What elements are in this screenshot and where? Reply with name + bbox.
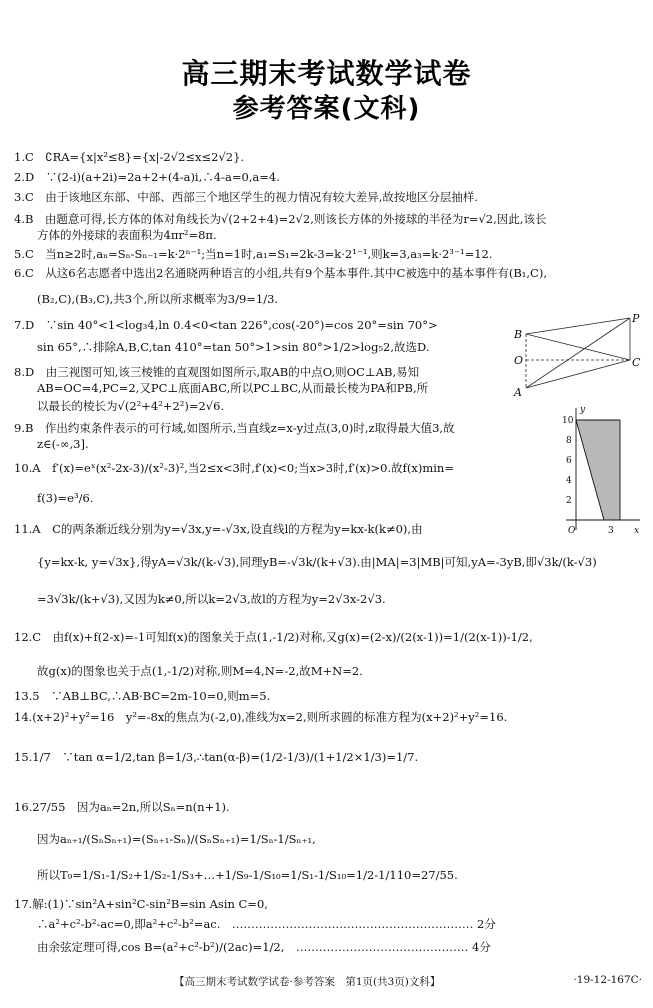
answer-line: 5.C 当n≥2时,aₙ=Sₙ-Sₙ₋₁=k·2ⁿ⁻¹;当n=1时,a₁=S₁=2k-3=k·2¹⁻¹,则k=3,a₃=k·2³⁻¹=12.: [14, 247, 493, 261]
answer-line: AB=OC=4,PC=2,又PC⊥底面ABC,所以PC⊥BC,从而最长棱为PA和PB,所: [14, 381, 429, 395]
answer-line: 14.(x+2)²+y²=16 y²=-8x的焦点为(-2,0),准线为x=2,则所求圆的标准方程为(x+2)²+y²=16.: [14, 710, 508, 724]
tick-10: 10: [562, 416, 574, 426]
answer-line: f(3)=e³/6.: [14, 491, 94, 505]
origin-label: O: [568, 526, 576, 536]
answer-line: 因为aₙ₊₁/(SₙSₙ₊₁)=(Sₙ₊₁-Sₙ)/(SₙSₙ₊₁)=1/Sₙ-1/Sₙ₊₁,: [14, 832, 316, 846]
answer-line: 7.D ∵sin 40°<1<log₃4,ln 0.4<0<tan 226°,cos(-20°)=cos 20°=sin 70°>: [14, 318, 438, 332]
label-c: C: [632, 356, 641, 369]
answer-line: 1.C ∁RA={x|x²≤8}={x|-2√2≤x≤2√2}.: [14, 150, 245, 164]
footer-code: ·19-12-167C·: [573, 974, 642, 986]
answer-line: 9.B 作出约束条件表示的可行域,如图所示,当直线z=x-y过点(3,0)时,z取得最大值3,故: [14, 421, 455, 435]
answer-line: (B₂,C),(B₃,C),共3个,所以所求概率为3/9=1/3.: [14, 292, 279, 306]
answer-line: z∈(-∞,3].: [14, 437, 89, 451]
figure-problem-7: [508, 306, 648, 402]
answer-line: =3√3k/(k+√3),又因为k≠0,所以k=2√3,故l的方程为y=2√3x-2√3.: [14, 592, 386, 606]
answer-line: 10.A f′(x)=eˣ(x²-2x-3)/(x²-3)²,当2≤x<3时,f′(x)<0;当x>3时,f′(x)>0.故f(x)min=: [14, 461, 454, 475]
label-o: O: [514, 354, 524, 367]
answer-line: ∴a²+c²-b²-ac=0,即a²+c²-b²=ac. ……………………………………………………… 2分: [14, 917, 496, 931]
answer-line: 由余弦定理可得,cos B=(a²+c²-b²)/(2ac)=1/2, ……………………………………… 4分: [14, 940, 491, 954]
footer-page-info: 【高三期末考试数学试卷·参考答案 第1页(共3页)文科】: [174, 976, 441, 988]
answer-line: 2.D ∵(2-i)(a+2i)=2a+2+(4-a)i,∴4-a=0,a=4.: [14, 170, 280, 184]
answer-line: 12.C 由f(x)+f(2-x)=-1可知f(x)的图象关于点(1,-1/2)对称,又g(x)=(2-x)/(2(x-1))=1/(2(x-1))-1/2,: [14, 630, 533, 644]
answer-line: 13.5 ∵AB⊥BC,∴AB·BC=2m-10=0,则m=5.: [14, 689, 271, 703]
answer-line: sin 65°,∴排除A,B,C,tan 410°=tan 50°>1>sin 80°>1/2>log₅2,故选D.: [14, 340, 430, 354]
document-title: 高三期末考试数学试卷: [181, 57, 472, 90]
label-b: B: [514, 328, 523, 341]
answer-line: 11.A C的两条渐近线分别为y=√3x,y=-√3x,设直线l的方程为y=kx-k(k≠0),由: [14, 522, 423, 536]
answer-line: 8.D 由三视图可知,该三棱锥的直观图如图所示,取AB的中点O,则OC⊥AB,易知: [14, 365, 420, 379]
tick-4: 4: [566, 476, 572, 486]
tick-8: 8: [566, 436, 572, 446]
document-subtitle: 参考答案(文科): [232, 94, 421, 124]
label-p: P: [632, 312, 640, 325]
tick-6: 6: [566, 456, 572, 466]
axis-x-label: x: [634, 526, 640, 536]
answer-line: 15.1/7 ∵tan α=1/2,tan β=1/3,∴tan(α-β)=(1/2-1/3)/(1+1/2×1/3)=1/7.: [14, 750, 419, 764]
answer-line: 16.27/55 因为aₙ=2n,所以Sₙ=n(n+1).: [14, 800, 230, 814]
axis-y-label: y: [580, 405, 586, 415]
answer-line: 故g(x)的图象也关于点(1,-1/2)对称,则M=4,N=-2,故M+N=2.: [14, 664, 363, 678]
answer-line: 方体的外接球的表面积为4πr²=8π.: [14, 228, 217, 242]
tick-2: 2: [566, 496, 572, 506]
answer-line: 17.解:(1)∵sin²A+sin²C-sin²B=sin Asin C=0,: [14, 897, 268, 911]
answer-line: 3.C 由于该地区东部、中部、西部三个地区学生的视力情况有较大差异,故按地区分层抽样.: [14, 190, 479, 204]
answer-line: 6.C 从这6名志愿者中选出2名通晓两种语言的小组,共有9个基本事件.其中C被选中的基本事件有(B₁,C),: [14, 266, 547, 280]
label-a: A: [514, 386, 522, 399]
answer-line: 以最长的棱长为√(2²+4²+2²)=2√6.: [14, 399, 225, 413]
answer-line: {y=kx-k, y=√3x},得yA=√3k/(k-√3),同理yB=-√3k/(k+√3).由|MA|=3|MB|可知,yA=-3yB,即√3k/(k-√3): [14, 555, 597, 569]
figure-problem-9: [560, 402, 644, 542]
answer-line: 4.B 由题意可得,长方体的体对角线长为√(2+2+4)=2√2,则该长方体的外接球的半径为r=√2,因此,该长: [14, 212, 547, 226]
answer-line: 所以T₉=1/S₁-1/S₂+1/S₂-1/S₃+…+1/S₉-1/S₁₀=1/S₁-1/S₁₀=1/2-1/110=27/55.: [14, 868, 458, 882]
tick-3: 3: [608, 526, 614, 536]
